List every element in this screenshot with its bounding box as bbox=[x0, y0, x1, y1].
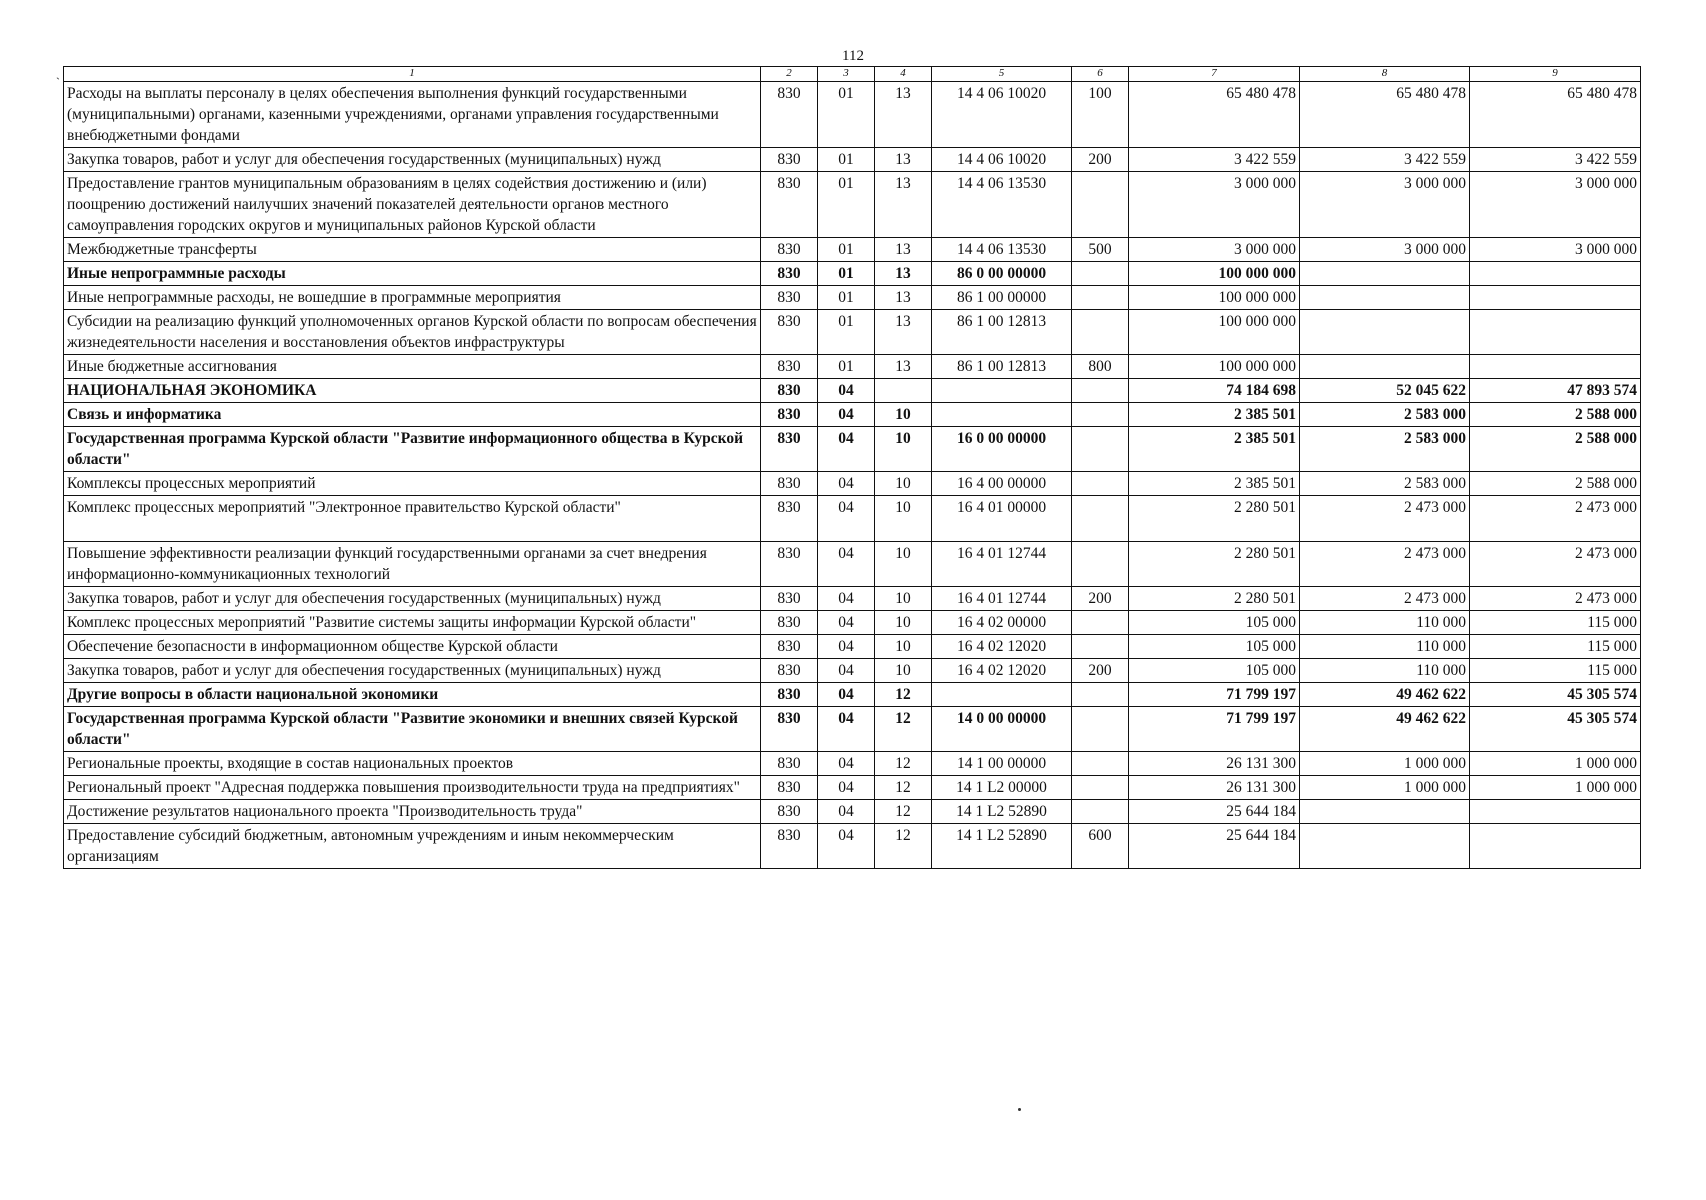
cell-amount-col9: 2 473 000 bbox=[1470, 587, 1641, 611]
table-row bbox=[64, 776, 1641, 800]
cell-target-article: 16 0 00 00000 bbox=[932, 427, 1072, 472]
cell-amount-col9: 115 000 bbox=[1470, 659, 1641, 683]
cell-expense-type bbox=[1072, 427, 1129, 472]
header-col-8: 8 bbox=[1300, 67, 1470, 82]
cell-name: Закупка товаров, работ и услуг для обеспечения государственных (муниципальных) нужд bbox=[64, 148, 761, 172]
cell-subsection-code: 10 bbox=[875, 587, 932, 611]
cell-target-article: 16 4 02 12020 bbox=[932, 635, 1072, 659]
cell-expense-type: 500 bbox=[1072, 238, 1129, 262]
cell-amount-col8: 2 583 000 bbox=[1300, 472, 1470, 496]
budget-table bbox=[63, 66, 1641, 869]
cell-name: Иные непрограммные расходы, не вошедшие в программные мероприятия bbox=[64, 286, 761, 310]
cell-target-article: 16 4 01 00000 bbox=[932, 496, 1072, 542]
cell-name: Комплексы процессных мероприятий bbox=[64, 472, 761, 496]
cell-name: Комплекс процессных мероприятий "Электронное правительство Курской области" bbox=[64, 496, 761, 542]
cell-ministry-code: 830 bbox=[761, 752, 818, 776]
cell-amount-col9: 45 305 574 bbox=[1470, 683, 1641, 707]
header-col-6: 6 bbox=[1072, 67, 1129, 82]
cell-amount-col8: 2 583 000 bbox=[1300, 427, 1470, 472]
cell-ministry-code: 830 bbox=[761, 472, 818, 496]
cell-target-article: 14 4 06 13530 bbox=[932, 238, 1072, 262]
cell-target-article bbox=[932, 403, 1072, 427]
cell-name: Связь и информатика bbox=[64, 403, 761, 427]
cell-target-article: 16 4 00 00000 bbox=[932, 472, 1072, 496]
cell-amount-col9: 1 000 000 bbox=[1470, 752, 1641, 776]
cell-subsection-code: 13 bbox=[875, 286, 932, 310]
cell-subsection-code: 12 bbox=[875, 800, 932, 824]
cell-subsection-code: 12 bbox=[875, 776, 932, 800]
table-row bbox=[64, 587, 1641, 611]
cell-amount-col7: 2 385 501 bbox=[1129, 472, 1300, 496]
header-col-3: 3 bbox=[818, 67, 875, 82]
cell-name: Достижение результатов национального проекта "Производительность труда" bbox=[64, 800, 761, 824]
cell-expense-type bbox=[1072, 683, 1129, 707]
cell-amount-col8 bbox=[1300, 355, 1470, 379]
cell-amount-col7: 100 000 000 bbox=[1129, 310, 1300, 355]
cell-section-code: 01 bbox=[818, 148, 875, 172]
table-row bbox=[64, 659, 1641, 683]
cell-amount-col9: 1 000 000 bbox=[1470, 776, 1641, 800]
cell-expense-type: 200 bbox=[1072, 148, 1129, 172]
cell-amount-col9 bbox=[1470, 310, 1641, 355]
cell-subsection-code: 10 bbox=[875, 659, 932, 683]
cell-subsection-code: 10 bbox=[875, 427, 932, 472]
cell-amount-col9: 45 305 574 bbox=[1470, 707, 1641, 752]
cell-section-code: 04 bbox=[818, 752, 875, 776]
cell-name: Другие вопросы в области национальной экономики bbox=[64, 683, 761, 707]
cell-amount-col8: 1 000 000 bbox=[1300, 776, 1470, 800]
cell-section-code: 04 bbox=[818, 707, 875, 752]
cell-amount-col8: 2 473 000 bbox=[1300, 542, 1470, 587]
cell-expense-type bbox=[1072, 379, 1129, 403]
cell-section-code: 04 bbox=[818, 824, 875, 869]
cell-name: Иные бюджетные ассигнования bbox=[64, 355, 761, 379]
cell-ministry-code: 830 bbox=[761, 379, 818, 403]
tick-mark: ` bbox=[56, 75, 60, 89]
cell-section-code: 01 bbox=[818, 172, 875, 238]
cell-amount-col8: 3 000 000 bbox=[1300, 172, 1470, 238]
table-row bbox=[64, 172, 1641, 238]
cell-ministry-code: 830 bbox=[761, 707, 818, 752]
cell-name: Обеспечение безопасности в информационном обществе Курской области bbox=[64, 635, 761, 659]
cell-target-article: 16 4 02 00000 bbox=[932, 611, 1072, 635]
table-row bbox=[64, 355, 1641, 379]
table-row bbox=[64, 238, 1641, 262]
cell-name: Предоставление грантов муниципальным образованиям в целях содействия достижению и (или) поощрению достижений наилучших значений показателей деятельности органов местного самоуправления городских округов и муниципальных районов Курской области bbox=[64, 172, 761, 238]
cell-amount-col9: 2 473 000 bbox=[1470, 542, 1641, 587]
cell-section-code: 04 bbox=[818, 611, 875, 635]
cell-amount-col7: 2 385 501 bbox=[1129, 403, 1300, 427]
cell-ministry-code: 830 bbox=[761, 800, 818, 824]
cell-ministry-code: 830 bbox=[761, 355, 818, 379]
cell-amount-col7: 100 000 000 bbox=[1129, 262, 1300, 286]
cell-expense-type bbox=[1072, 496, 1129, 542]
cell-amount-col7: 71 799 197 bbox=[1129, 683, 1300, 707]
cell-ministry-code: 830 bbox=[761, 683, 818, 707]
table-row bbox=[64, 611, 1641, 635]
cell-amount-col7: 100 000 000 bbox=[1129, 355, 1300, 379]
cell-amount-col9 bbox=[1470, 800, 1641, 824]
cell-section-code: 01 bbox=[818, 238, 875, 262]
table-row bbox=[64, 148, 1641, 172]
cell-ministry-code: 830 bbox=[761, 286, 818, 310]
cell-expense-type bbox=[1072, 611, 1129, 635]
cell-amount-col8 bbox=[1300, 286, 1470, 310]
cell-subsection-code: 10 bbox=[875, 472, 932, 496]
cell-amount-col8 bbox=[1300, 310, 1470, 355]
cell-expense-type bbox=[1072, 635, 1129, 659]
cell-amount-col8: 49 462 622 bbox=[1300, 707, 1470, 752]
cell-expense-type bbox=[1072, 286, 1129, 310]
cell-ministry-code: 830 bbox=[761, 403, 818, 427]
cell-target-article: 14 0 00 00000 bbox=[932, 707, 1072, 752]
table-row bbox=[64, 800, 1641, 824]
cell-amount-col7: 3 422 559 bbox=[1129, 148, 1300, 172]
cell-ministry-code: 830 bbox=[761, 587, 818, 611]
table-row bbox=[64, 824, 1641, 869]
cell-name: Повышение эффективности реализации функций государственными органами за счет внедрения информационно-коммуникационных технологий bbox=[64, 542, 761, 587]
cell-subsection-code: 12 bbox=[875, 683, 932, 707]
cell-amount-col8: 110 000 bbox=[1300, 635, 1470, 659]
cell-target-article: 14 1 L2 52890 bbox=[932, 800, 1072, 824]
cell-amount-col7: 65 480 478 bbox=[1129, 82, 1300, 148]
cell-section-code: 04 bbox=[818, 587, 875, 611]
cell-section-code: 01 bbox=[818, 262, 875, 286]
cell-target-article: 86 1 00 12813 bbox=[932, 310, 1072, 355]
cell-amount-col9 bbox=[1470, 824, 1641, 869]
cell-expense-type bbox=[1072, 542, 1129, 587]
cell-target-article: 14 1 00 00000 bbox=[932, 752, 1072, 776]
cell-section-code: 04 bbox=[818, 659, 875, 683]
cell-target-article: 86 0 00 00000 bbox=[932, 262, 1072, 286]
cell-amount-col9: 2 588 000 bbox=[1470, 427, 1641, 472]
cell-amount-col7: 2 385 501 bbox=[1129, 427, 1300, 472]
cell-amount-col8: 2 473 000 bbox=[1300, 587, 1470, 611]
table-row bbox=[64, 262, 1641, 286]
cell-section-code: 04 bbox=[818, 379, 875, 403]
cell-subsection-code: 10 bbox=[875, 496, 932, 542]
cell-amount-col8: 1 000 000 bbox=[1300, 752, 1470, 776]
cell-name: Региональный проект "Адресная поддержка повышения производительности труда на предприятиях" bbox=[64, 776, 761, 800]
table-row bbox=[64, 379, 1641, 403]
header-col-4: 4 bbox=[875, 67, 932, 82]
cell-target-article: 86 1 00 00000 bbox=[932, 286, 1072, 310]
table-row bbox=[64, 542, 1641, 587]
header-col-7: 7 bbox=[1129, 67, 1300, 82]
cell-amount-col8: 110 000 bbox=[1300, 659, 1470, 683]
cell-name: Межбюджетные трансферты bbox=[64, 238, 761, 262]
cell-amount-col8: 3 000 000 bbox=[1300, 238, 1470, 262]
cell-amount-col7: 74 184 698 bbox=[1129, 379, 1300, 403]
table-row bbox=[64, 707, 1641, 752]
cell-section-code: 04 bbox=[818, 496, 875, 542]
cell-section-code: 01 bbox=[818, 286, 875, 310]
cell-amount-col8: 2 473 000 bbox=[1300, 496, 1470, 542]
cell-amount-col9: 2 588 000 bbox=[1470, 403, 1641, 427]
cell-expense-type: 600 bbox=[1072, 824, 1129, 869]
cell-section-code: 01 bbox=[818, 310, 875, 355]
cell-amount-col9 bbox=[1470, 355, 1641, 379]
cell-subsection-code: 10 bbox=[875, 403, 932, 427]
cell-ministry-code: 830 bbox=[761, 262, 818, 286]
cell-ministry-code: 830 bbox=[761, 427, 818, 472]
table-row bbox=[64, 403, 1641, 427]
cell-subsection-code: 12 bbox=[875, 707, 932, 752]
cell-expense-type bbox=[1072, 262, 1129, 286]
cell-amount-col7: 2 280 501 bbox=[1129, 587, 1300, 611]
cell-expense-type bbox=[1072, 800, 1129, 824]
cell-subsection-code: 13 bbox=[875, 355, 932, 379]
cell-subsection-code: 13 bbox=[875, 82, 932, 148]
cell-expense-type bbox=[1072, 310, 1129, 355]
cell-target-article bbox=[932, 683, 1072, 707]
cell-section-code: 04 bbox=[818, 472, 875, 496]
cell-amount-col9: 115 000 bbox=[1470, 635, 1641, 659]
cell-expense-type bbox=[1072, 776, 1129, 800]
cell-ministry-code: 830 bbox=[761, 611, 818, 635]
cell-amount-col7: 3 000 000 bbox=[1129, 238, 1300, 262]
cell-ministry-code: 830 bbox=[761, 635, 818, 659]
cell-amount-col7: 105 000 bbox=[1129, 635, 1300, 659]
cell-name: Закупка товаров, работ и услуг для обеспечения государственных (муниципальных) нужд bbox=[64, 587, 761, 611]
table-row bbox=[64, 472, 1641, 496]
cell-amount-col9: 65 480 478 bbox=[1470, 82, 1641, 148]
cell-section-code: 04 bbox=[818, 427, 875, 472]
table-row bbox=[64, 310, 1641, 355]
cell-section-code: 01 bbox=[818, 82, 875, 148]
cell-target-article: 14 4 06 10020 bbox=[932, 148, 1072, 172]
table-row bbox=[64, 286, 1641, 310]
table-row bbox=[64, 752, 1641, 776]
header-col-9: 9 bbox=[1470, 67, 1641, 82]
cell-name: Государственная программа Курской области "Развитие экономики и внешних связей Курской области" bbox=[64, 707, 761, 752]
cell-expense-type: 800 bbox=[1072, 355, 1129, 379]
cell-amount-col8 bbox=[1300, 824, 1470, 869]
page-number: 112 bbox=[842, 48, 864, 64]
cell-ministry-code: 830 bbox=[761, 659, 818, 683]
cell-expense-type: 100 bbox=[1072, 82, 1129, 148]
cell-section-code: 01 bbox=[818, 355, 875, 379]
cell-amount-col7: 2 280 501 bbox=[1129, 542, 1300, 587]
table-row bbox=[64, 82, 1641, 148]
cell-amount-col7: 25 644 184 bbox=[1129, 824, 1300, 869]
cell-target-article: 16 4 02 12020 bbox=[932, 659, 1072, 683]
cell-target-article: 16 4 01 12744 bbox=[932, 542, 1072, 587]
cell-target-article: 14 1 L2 52890 bbox=[932, 824, 1072, 869]
cell-expense-type: 200 bbox=[1072, 587, 1129, 611]
cell-section-code: 04 bbox=[818, 800, 875, 824]
cell-target-article: 14 1 L2 00000 bbox=[932, 776, 1072, 800]
cell-name: Закупка товаров, работ и услуг для обеспечения государственных (муниципальных) нужд bbox=[64, 659, 761, 683]
cell-expense-type bbox=[1072, 172, 1129, 238]
cell-name: Предоставление субсидий бюджетным, автономным учреждениям и иным некоммерческим организациям bbox=[64, 824, 761, 869]
cell-amount-col7: 71 799 197 bbox=[1129, 707, 1300, 752]
cell-amount-col9: 2 588 000 bbox=[1470, 472, 1641, 496]
cell-ministry-code: 830 bbox=[761, 238, 818, 262]
table-row bbox=[64, 427, 1641, 472]
table-row bbox=[64, 496, 1641, 542]
cell-amount-col8 bbox=[1300, 262, 1470, 286]
cell-subsection-code: 10 bbox=[875, 611, 932, 635]
cell-ministry-code: 830 bbox=[761, 172, 818, 238]
cell-subsection-code: 13 bbox=[875, 238, 932, 262]
table-row bbox=[64, 635, 1641, 659]
cell-expense-type bbox=[1072, 472, 1129, 496]
cell-amount-col8 bbox=[1300, 800, 1470, 824]
cell-amount-col9 bbox=[1470, 262, 1641, 286]
cell-name: Комплекс процессных мероприятий "Развитие системы защиты информации Курской области" bbox=[64, 611, 761, 635]
cell-amount-col7: 25 644 184 bbox=[1129, 800, 1300, 824]
cell-amount-col8: 110 000 bbox=[1300, 611, 1470, 635]
cell-target-article: 14 4 06 10020 bbox=[932, 82, 1072, 148]
cell-ministry-code: 830 bbox=[761, 82, 818, 148]
cell-subsection-code: 10 bbox=[875, 635, 932, 659]
cell-amount-col8: 2 583 000 bbox=[1300, 403, 1470, 427]
cell-amount-col7: 26 131 300 bbox=[1129, 776, 1300, 800]
cell-target-article: 16 4 01 12744 bbox=[932, 587, 1072, 611]
cell-name: Региональные проекты, входящие в состав национальных проектов bbox=[64, 752, 761, 776]
cell-ministry-code: 830 bbox=[761, 824, 818, 869]
cell-subsection-code: 12 bbox=[875, 824, 932, 869]
cell-expense-type bbox=[1072, 752, 1129, 776]
cell-expense-type: 200 bbox=[1072, 659, 1129, 683]
cell-amount-col7: 105 000 bbox=[1129, 611, 1300, 635]
cell-amount-col9: 3 422 559 bbox=[1470, 148, 1641, 172]
cell-amount-col9: 3 000 000 bbox=[1470, 238, 1641, 262]
cell-ministry-code: 830 bbox=[761, 496, 818, 542]
cell-amount-col7: 26 131 300 bbox=[1129, 752, 1300, 776]
header-col-2: 2 bbox=[761, 67, 818, 82]
cell-subsection-code: 13 bbox=[875, 262, 932, 286]
cell-section-code: 04 bbox=[818, 403, 875, 427]
cell-ministry-code: 830 bbox=[761, 310, 818, 355]
cell-amount-col8: 52 045 622 bbox=[1300, 379, 1470, 403]
cell-amount-col9: 115 000 bbox=[1470, 611, 1641, 635]
table-body bbox=[64, 82, 1641, 869]
cell-name: Государственная программа Курской области "Развитие информационного общества в Курской области" bbox=[64, 427, 761, 472]
cell-amount-col9: 2 473 000 bbox=[1470, 496, 1641, 542]
cell-amount-col7: 100 000 000 bbox=[1129, 286, 1300, 310]
cell-ministry-code: 830 bbox=[761, 148, 818, 172]
cell-ministry-code: 830 bbox=[761, 776, 818, 800]
cell-amount-col9: 47 893 574 bbox=[1470, 379, 1641, 403]
cell-amount-col9: 3 000 000 bbox=[1470, 172, 1641, 238]
header-row bbox=[64, 67, 1641, 82]
cell-expense-type bbox=[1072, 707, 1129, 752]
cell-subsection-code: 12 bbox=[875, 752, 932, 776]
cell-amount-col8: 65 480 478 bbox=[1300, 82, 1470, 148]
cell-amount-col7: 3 000 000 bbox=[1129, 172, 1300, 238]
cell-amount-col8: 3 422 559 bbox=[1300, 148, 1470, 172]
cell-section-code: 04 bbox=[818, 635, 875, 659]
cell-section-code: 04 bbox=[818, 776, 875, 800]
cell-section-code: 04 bbox=[818, 542, 875, 587]
cell-ministry-code: 830 bbox=[761, 542, 818, 587]
cell-amount-col8: 49 462 622 bbox=[1300, 683, 1470, 707]
cell-expense-type bbox=[1072, 403, 1129, 427]
header-col-5: 5 bbox=[932, 67, 1072, 82]
cell-subsection-code: 10 bbox=[875, 542, 932, 587]
cell-target-article: 14 4 06 13530 bbox=[932, 172, 1072, 238]
cell-subsection-code: 13 bbox=[875, 310, 932, 355]
cell-amount-col9 bbox=[1470, 286, 1641, 310]
cell-section-code: 04 bbox=[818, 683, 875, 707]
table-row bbox=[64, 683, 1641, 707]
cell-subsection-code bbox=[875, 379, 932, 403]
header-col-1: 1 bbox=[64, 67, 761, 82]
cell-name: НАЦИОНАЛЬНАЯ ЭКОНОМИКА bbox=[64, 379, 761, 403]
cell-name: Расходы на выплаты персоналу в целях обеспечения выполнения функций государственными (муниципальными) органами, казенными учреждениями, органами управления государственными внебюджетными фондами bbox=[64, 82, 761, 148]
cell-amount-col7: 105 000 bbox=[1129, 659, 1300, 683]
cell-amount-col7: 2 280 501 bbox=[1129, 496, 1300, 542]
stray-dot bbox=[1018, 1108, 1021, 1111]
cell-target-article: 86 1 00 12813 bbox=[932, 355, 1072, 379]
cell-target-article bbox=[932, 379, 1072, 403]
cell-name: Субсидии на реализацию функций уполномоченных органов Курской области по вопросам обеспечения жизнедеятельности населения и восстановления объектов инфраструктуры bbox=[64, 310, 761, 355]
cell-subsection-code: 13 bbox=[875, 172, 932, 238]
cell-name: Иные непрограммные расходы bbox=[64, 262, 761, 286]
cell-subsection-code: 13 bbox=[875, 148, 932, 172]
